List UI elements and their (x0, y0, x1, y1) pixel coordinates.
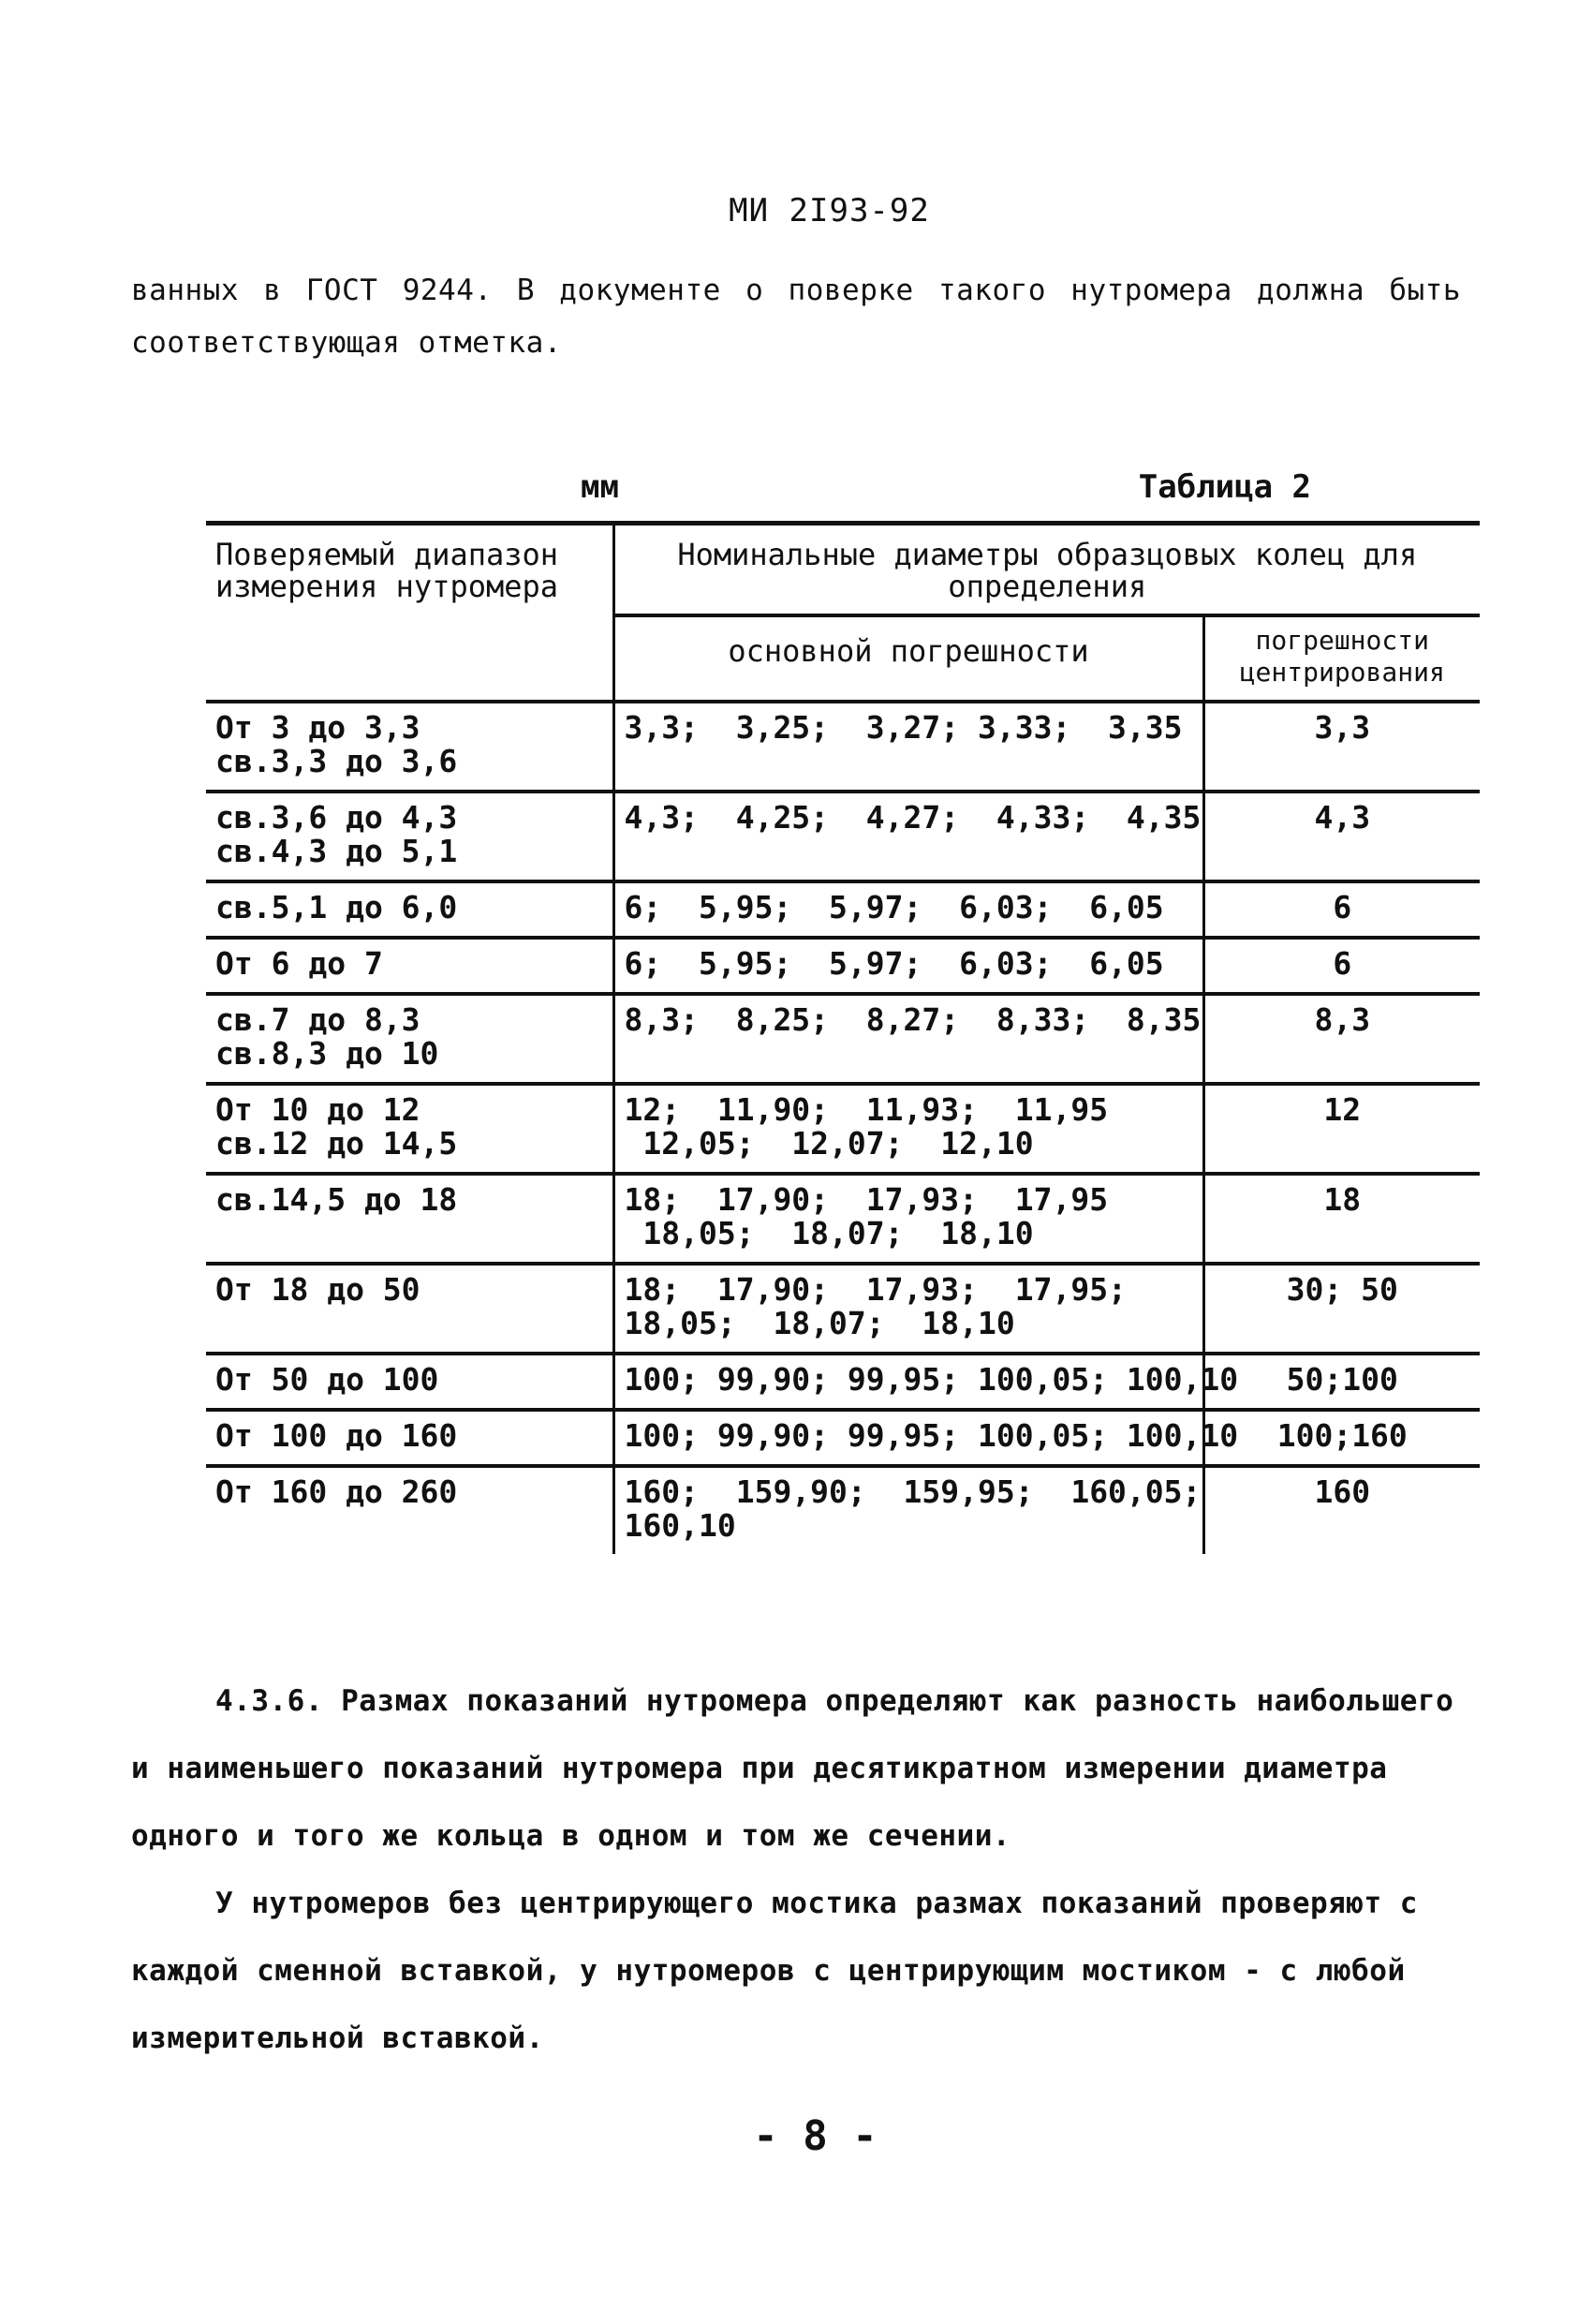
table-row (206, 938, 1480, 994)
range-line: От 3 до 3,3 (215, 709, 420, 746)
centering-cell: 6 (1203, 938, 1480, 994)
basic-error-cell (613, 938, 1203, 994)
centering-cell: 50;100 (1203, 1354, 1480, 1410)
range-line: св.8,3 до 10 (215, 1035, 439, 1072)
basic-error-cell (613, 1410, 1239, 1466)
range-cell (206, 792, 613, 881)
basic-error-cell (613, 1084, 1203, 1174)
range-cell (206, 1264, 613, 1354)
basic-error-cell (613, 1354, 1239, 1410)
range-line: св.3,3 до 3,6 (215, 743, 458, 779)
header-measuring-range: Поверяемый диапазон измерения нутромера (206, 524, 613, 703)
range-cell (206, 881, 613, 938)
basic-error-cell (613, 994, 1203, 1084)
basic-error-line: 160,10 (624, 1507, 736, 1544)
basic-error-line: 12,05; 12,07; 12,10 (624, 1125, 1034, 1162)
range-cell (206, 1466, 613, 1554)
range-line: От 160 до 260 (215, 1473, 458, 1510)
basic-error-line: 6; 5,95; 5,97; 6,03; 6,05 (624, 945, 1164, 982)
centering-cell: 30; 50 (1203, 1264, 1480, 1354)
range-cell (206, 1410, 613, 1466)
basic-error-line: 18,05; 18,07; 18,10 (624, 1215, 1034, 1251)
range-check-text: У нутромеров без центрирующего мостика размах показаний проверяют с каждой сменной вставкой, у нутромеров с центрирующим мостиком - с любой измерительной вставкой. (131, 1887, 1418, 2055)
section-4-3-6-paragraph (131, 1667, 1461, 1870)
range-line: св.4,3 до 5,1 (215, 833, 458, 869)
centering-cell: 18 (1203, 1174, 1480, 1264)
range-cell (206, 994, 613, 1084)
range-line: От 10 до 12 (215, 1091, 420, 1128)
basic-error-cell (613, 1264, 1203, 1354)
range-line: св.7 до 8,3 (215, 1001, 420, 1038)
table-row (206, 1264, 1480, 1354)
range-line: св.14,5 до 18 (215, 1181, 458, 1218)
table-row (206, 702, 1480, 792)
range-check-paragraph (131, 1870, 1461, 2072)
calibration-rings-table (206, 521, 1480, 1554)
centering-cell: 6 (1203, 881, 1480, 938)
table-row (206, 1354, 1480, 1410)
section-4-3-6-text: 4.3.6. Размах показаний нутромера определяют как разность наибольшего и наименьшего показаний нутромера при десятикратном измерении диаметра одного и того же кольца в одном и том же сечении. (131, 1684, 1454, 1853)
range-cell (206, 1354, 613, 1410)
basic-error-line: 18,05; 18,07; 18,10 (624, 1305, 1015, 1341)
range-line: св.12 до 14,5 (215, 1125, 458, 1162)
basic-error-line: 6; 5,95; 5,97; 6,03; 6,05 (624, 889, 1164, 925)
range-line: От 6 до 7 (215, 945, 383, 982)
basic-error-line: 100; 99,90; 99,95; 100,05; 100,10 (624, 1361, 1239, 1398)
intro-paragraph: ванных в ГОСТ 9244. В документе о поверке такого нутромера должна быть соответствующая отметка. (131, 274, 1461, 360)
table-row (206, 792, 1480, 881)
table-unit-label: мм (581, 468, 619, 506)
basic-error-line: 4,3; 4,25; 4,27; 4,33; 4,35 (624, 799, 1202, 836)
table-row (206, 1174, 1480, 1264)
centering-cell: 3,3 (1203, 702, 1480, 792)
range-line: От 50 до 100 (215, 1361, 439, 1398)
header-nominal-diameters: Номинальные диаметры образцовых колец для определения (613, 524, 1480, 616)
basic-error-cell (613, 792, 1203, 881)
range-line: св.3,6 до 4,3 (215, 799, 458, 836)
range-line: св.5,1 до 6,0 (215, 889, 458, 925)
basic-error-line: 18; 17,90; 17,93; 17,95; (624, 1271, 1127, 1308)
table-row (206, 881, 1480, 938)
table-row (206, 994, 1480, 1084)
range-cell (206, 938, 613, 994)
centering-cell: 4,3 (1203, 792, 1480, 881)
basic-error-line: 160; 159,90; 159,95; 160,05; (624, 1473, 1202, 1510)
centering-cell: 8,3 (1203, 994, 1480, 1084)
centering-cell: 160 (1203, 1466, 1480, 1554)
range-cell (206, 1084, 613, 1174)
basic-error-line: 3,3; 3,25; 3,27; 3,33; 3,35 (624, 709, 1183, 746)
basic-error-line: 100; 99,90; 99,95; 100,05; 100,10 (624, 1417, 1239, 1454)
table-caption (206, 468, 1311, 506)
table-row (206, 1466, 1480, 1554)
table-row (206, 1410, 1480, 1466)
table-title: Таблица 2 (1138, 468, 1311, 506)
page-number: - 8 - (753, 2112, 878, 2160)
header-centering-error: погрешности центрирования (1203, 615, 1480, 702)
table-row (206, 1084, 1480, 1174)
basic-error-cell (613, 1174, 1203, 1264)
range-cell (206, 1174, 613, 1264)
basic-error-cell (613, 702, 1203, 792)
document-code-header: МИ 2I93-92 (729, 192, 930, 229)
range-line: От 18 до 50 (215, 1271, 420, 1308)
basic-error-line: 18; 17,90; 17,93; 17,95 (624, 1181, 1109, 1218)
range-line: От 100 до 160 (215, 1417, 458, 1454)
header-basic-error: основной погрешности (613, 615, 1203, 702)
range-cell (206, 702, 613, 792)
centering-cell: 12 (1203, 1084, 1480, 1174)
basic-error-line: 12; 11,90; 11,93; 11,95 (624, 1091, 1109, 1128)
basic-error-line: 8,3; 8,25; 8,27; 8,33; 8,35 (624, 1001, 1202, 1038)
centering-cell: 100;160 (1203, 1410, 1480, 1466)
basic-error-cell (613, 881, 1203, 938)
basic-error-cell (613, 1466, 1203, 1554)
